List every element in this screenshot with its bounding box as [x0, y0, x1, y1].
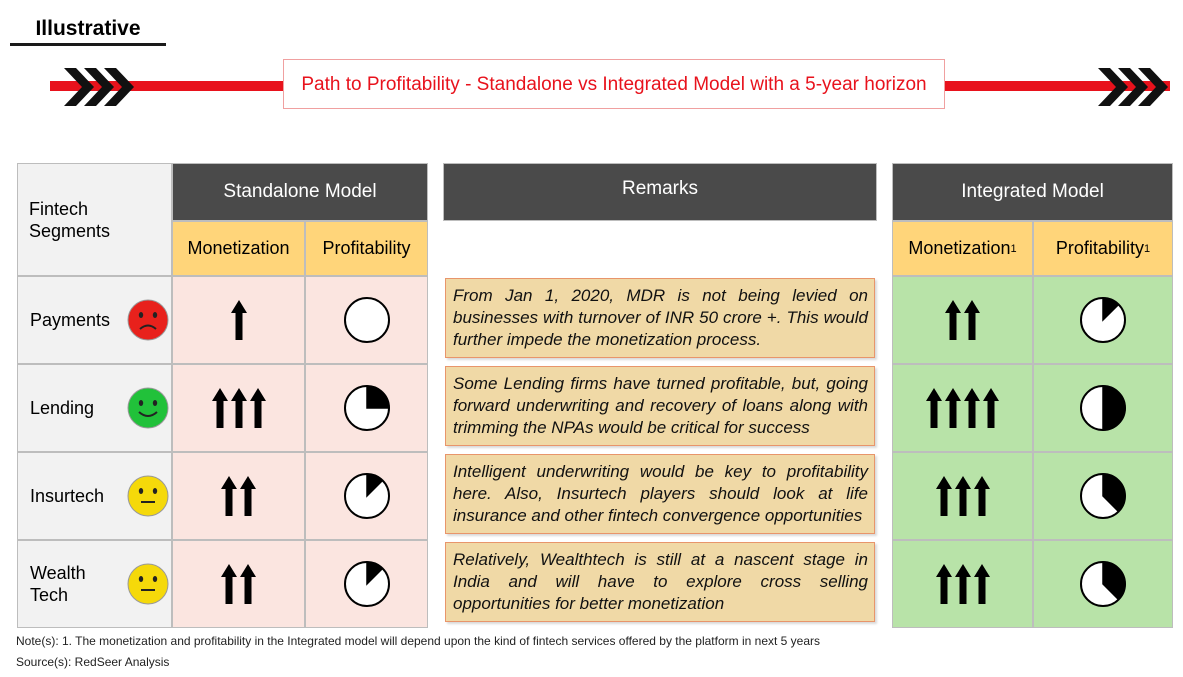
up-arrow-mark: [936, 564, 952, 604]
standalone-model-header: [172, 163, 428, 221]
harvey-ball-icon: [1079, 560, 1127, 608]
up-arrow-mark: [221, 476, 237, 516]
up-arrow-mark: [250, 388, 266, 428]
mood-indicator: [126, 474, 170, 518]
up-arrow-mark: [964, 300, 980, 340]
remark-text: Some Lending firms have turned profitable, but, going forward underwriting and recovery of loans along with trimming the NPAs would be critical for success: [453, 374, 868, 437]
happy-face-icon: [126, 386, 170, 430]
up-arrow-mark: [231, 388, 247, 428]
integrated-monetization-header: [892, 221, 1033, 276]
up-arrows-icon: [926, 386, 999, 430]
up-arrow-mark: [221, 564, 237, 604]
standalone-profitability-header: [305, 221, 428, 276]
up-arrows-icon: [212, 386, 266, 430]
integrated-profitability-cell: [1033, 540, 1173, 628]
up-arrow-mark: [974, 476, 990, 516]
integrated-monetization-cell: [892, 452, 1033, 540]
harvey-ball-icon: [1079, 472, 1127, 520]
up-arrows-icon: [945, 298, 980, 342]
integrated-monetization-label: Monetization: [908, 238, 1011, 258]
harvey-ball-icon: [343, 296, 391, 344]
remark-box: [445, 454, 875, 534]
neutral-face-icon: [126, 562, 170, 606]
remark-box: [445, 542, 875, 622]
integrated-profitability-cell: [1033, 452, 1173, 540]
up-arrows-icon: [936, 474, 990, 518]
segment-cell: [17, 276, 172, 364]
standalone-profitability-label: Profitability: [322, 238, 411, 258]
integrated-monetization-cell: [892, 540, 1033, 628]
up-arrow-mark: [974, 564, 990, 604]
footnote: Note(s): 1. The monetization and profitability in the Integrated model will depend upon the kind of fintech services offered by the platform in next 5 years: [16, 634, 821, 648]
segment-label: Lending: [30, 398, 95, 418]
integrated-profitability-label: Profitability: [1055, 238, 1144, 258]
remark-box: [445, 366, 875, 446]
remark-text: Relatively, Wealthtech is still at a nascent stage in India and will have to explore cross selling opportunities for better monetization: [453, 550, 868, 613]
integrated-profitability-cell: [1033, 276, 1173, 364]
segment-cell: [17, 452, 172, 540]
standalone-profitability-cell: [305, 276, 428, 364]
harvey-ball-icon: [1079, 384, 1127, 432]
segment-cell: [17, 540, 172, 628]
integrated-profitability-header: [1033, 221, 1173, 276]
up-arrow-mark: [936, 476, 952, 516]
up-arrow-mark: [955, 476, 971, 516]
neutral-face-icon: [126, 474, 170, 518]
standalone-monetization-cell: [172, 364, 305, 452]
standalone-profitability-cell: [305, 540, 428, 628]
segment-label: Payments: [30, 310, 111, 330]
segment-cell: [17, 364, 172, 452]
remark-text: From Jan 1, 2020, MDR is not being levied on businesses with turnover of INR 50 crore +. This would further impede the monetization process.: [453, 286, 868, 349]
footnote-mark: 1: [1143, 242, 1151, 255]
up-arrow-mark: [231, 300, 247, 340]
integrated-model-label: Integrated Model: [961, 181, 1104, 202]
segments-header: [17, 163, 172, 276]
up-arrow-mark: [240, 564, 256, 604]
standalone-monetization-cell: [172, 276, 305, 364]
standalone-profitability-cell: [305, 452, 428, 540]
up-arrows-icon: [936, 562, 990, 606]
standalone-monetization-label: Monetization: [187, 238, 290, 258]
illustrative-tag: Illustrative: [10, 12, 166, 46]
mood-indicator: [126, 562, 170, 606]
sad-face-icon: [126, 298, 170, 342]
mood-indicator: [126, 386, 170, 430]
chevrons-right-icon: [1098, 68, 1170, 106]
segment-label: Insurtech: [30, 486, 105, 506]
standalone-model-label: Standalone Model: [223, 181, 377, 202]
footnote-mark: 1: [1010, 242, 1017, 255]
up-arrow-mark: [212, 388, 228, 428]
segments-header-label: Fintech Segments: [29, 198, 111, 241]
harvey-ball-fill: [367, 386, 389, 408]
up-arrow-mark: [945, 388, 961, 428]
up-arrow-mark: [926, 388, 942, 428]
remark-box: [445, 278, 875, 358]
standalone-monetization-cell: [172, 452, 305, 540]
remark-text: Intelligent underwriting would be key to profitability here. Also, Insurtech players should look at life insurance and other fintech convergence opportunities: [453, 462, 868, 525]
up-arrows-icon: [221, 562, 256, 606]
harvey-ball-icon: [343, 384, 391, 432]
up-arrow-mark: [240, 476, 256, 516]
harvey-ball-fill: [1103, 386, 1125, 430]
remarks-label: Remarks: [621, 178, 698, 199]
integrated-monetization-cell: [892, 364, 1033, 452]
segment-label: Wealth Tech: [30, 563, 86, 605]
integrated-monetization-cell: [892, 276, 1033, 364]
up-arrows-icon: [231, 298, 247, 342]
up-arrow-mark: [945, 300, 961, 340]
harvey-ball-icon: [1079, 296, 1127, 344]
integrated-model-header: [892, 163, 1173, 221]
up-arrow-mark: [964, 388, 980, 428]
banner-title: Path to Profitability - Standalone vs Integrated Model with a 5-year horizon: [283, 59, 945, 109]
up-arrow-mark: [955, 564, 971, 604]
standalone-profitability-cell: [305, 364, 428, 452]
up-arrows-icon: [221, 474, 256, 518]
remarks-header: [443, 163, 877, 221]
mood-indicator: [126, 298, 170, 342]
source: Source(s): RedSeer Analysis: [16, 655, 170, 669]
standalone-monetization-header: [172, 221, 305, 276]
harvey-ball-icon: [343, 560, 391, 608]
chevrons-left-icon: [64, 68, 136, 106]
up-arrow-mark: [983, 388, 999, 428]
integrated-profitability-cell: [1033, 364, 1173, 452]
harvey-ball-icon: [343, 472, 391, 520]
standalone-monetization-cell: [172, 540, 305, 628]
harvey-ball-outline: [345, 298, 389, 342]
